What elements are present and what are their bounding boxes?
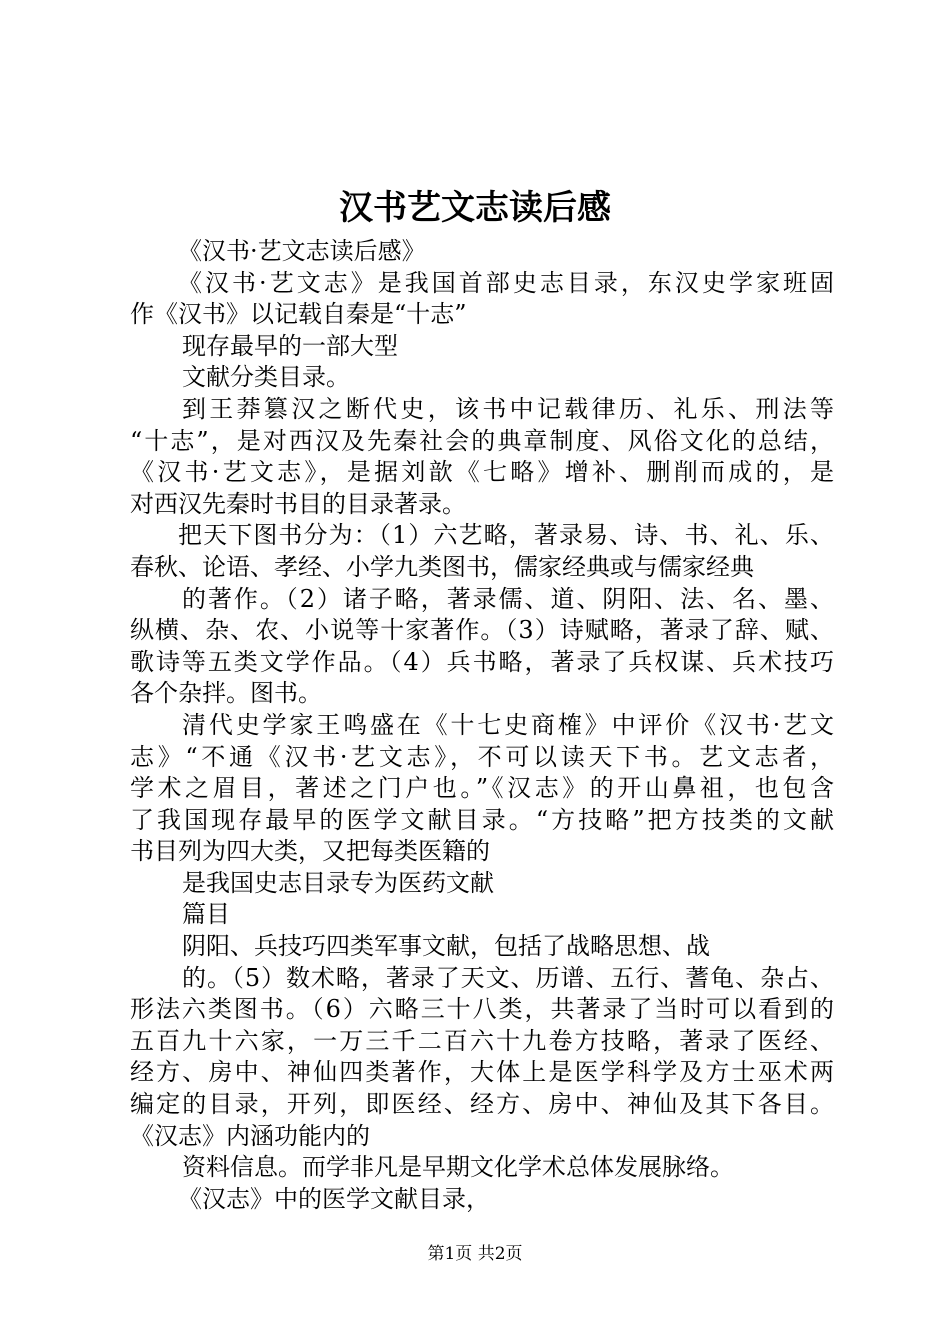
body-line: 作《汉书》以记载自秦是“十志”: [130, 300, 467, 329]
body-line: 是我国史志目录专为医药文献: [182, 868, 494, 897]
body-line: 资料信息。而学非凡是早期文化学术总体发展脉络。: [182, 1153, 734, 1182]
body-line: 对西汉先秦时书目的目录著录。: [130, 489, 466, 518]
body-line: 的。（5）数术略，著录了天文、历谱、五行、蓍龟、杂占、: [182, 963, 834, 992]
body-line: 把天下图书分为：（1）六艺略，著录易、诗、书、礼、乐、: [178, 521, 834, 550]
body-line: 现存最早的一部大型: [182, 331, 398, 360]
body-line: 春秋、论语、孝经、小学九类图书，儒家经典或与儒家经典: [130, 552, 754, 581]
body-line: 的著作。（2）诸子略，著录儒、道、阴阳、法、名、墨、: [182, 584, 834, 613]
body-line: 了我国现存最早的医学文献目录。“方技略”把方技类的文献: [130, 805, 834, 834]
body-line: 篇目: [182, 900, 230, 929]
body-line: 经方、房中、神仙四类著作，大体上是医学科学及方士巫术两: [130, 1058, 834, 1087]
body-line: 《汉书·艺文志》，是据刘歆《七略》增补、删削而成的，是: [130, 458, 834, 487]
body-line: 文献分类目录。: [182, 363, 350, 392]
body-line: 《汉志》内涵功能内的: [130, 1121, 370, 1150]
body-line: 学术之眉目，著述之门户也。”《汉志》的开山鼻祖，也包含: [130, 774, 834, 803]
body-line: 歌诗等五类文学作品。（4）兵书略，著录了兵权谋、兵术技巧: [130, 647, 834, 676]
body-line: 形法六类图书。（6）六略三十八类，共著录了当时可以看到的: [130, 995, 834, 1024]
body-line: 五百九十六家，一万三千二百六十九卷方技略，著录了医经、: [130, 1026, 834, 1055]
body-line: 各个杂拌。图书。: [130, 679, 322, 708]
page-number: 第1页 共2页: [427, 1244, 523, 1264]
body-line: 《汉书·艺文志》是我国首部史志目录，东汉史学家班固: [178, 268, 834, 297]
body-line: 编定的目录，开列，即医经、经方、房中、神仙及其下各目。: [130, 1090, 834, 1119]
document-title: 汉书艺文志读后感: [339, 188, 611, 228]
body-line: 纵横、杂、农、小说等十家著作。（3）诗赋略，著录了辞、赋、: [130, 616, 834, 645]
body-line: 到王莽篡汉之断代史，该书中记载律历、礼乐、刑法等: [182, 394, 834, 423]
document-body: [130, 236, 834, 1215]
body-line: 书目列为四大类，又把每类医籍的: [130, 837, 490, 866]
body-line: 志》“不通《汉书·艺文志》，不可以读天下书。艺文志者，: [130, 742, 834, 771]
body-line: 《汉志》中的医学文献目录，: [178, 1184, 490, 1213]
body-line: 阴阳、兵技巧四类军事文献，包括了战略思想、战: [182, 932, 710, 961]
body-line: 清代史学家王鸣盛在《十七史商榷》中评价《汉书·艺文: [182, 710, 834, 739]
body-line: “十志”，是对西汉及先秦社会的典章制度、风俗文化的总结，: [130, 426, 834, 455]
body-line: 《汉书·艺文志读后感》: [178, 237, 426, 265]
